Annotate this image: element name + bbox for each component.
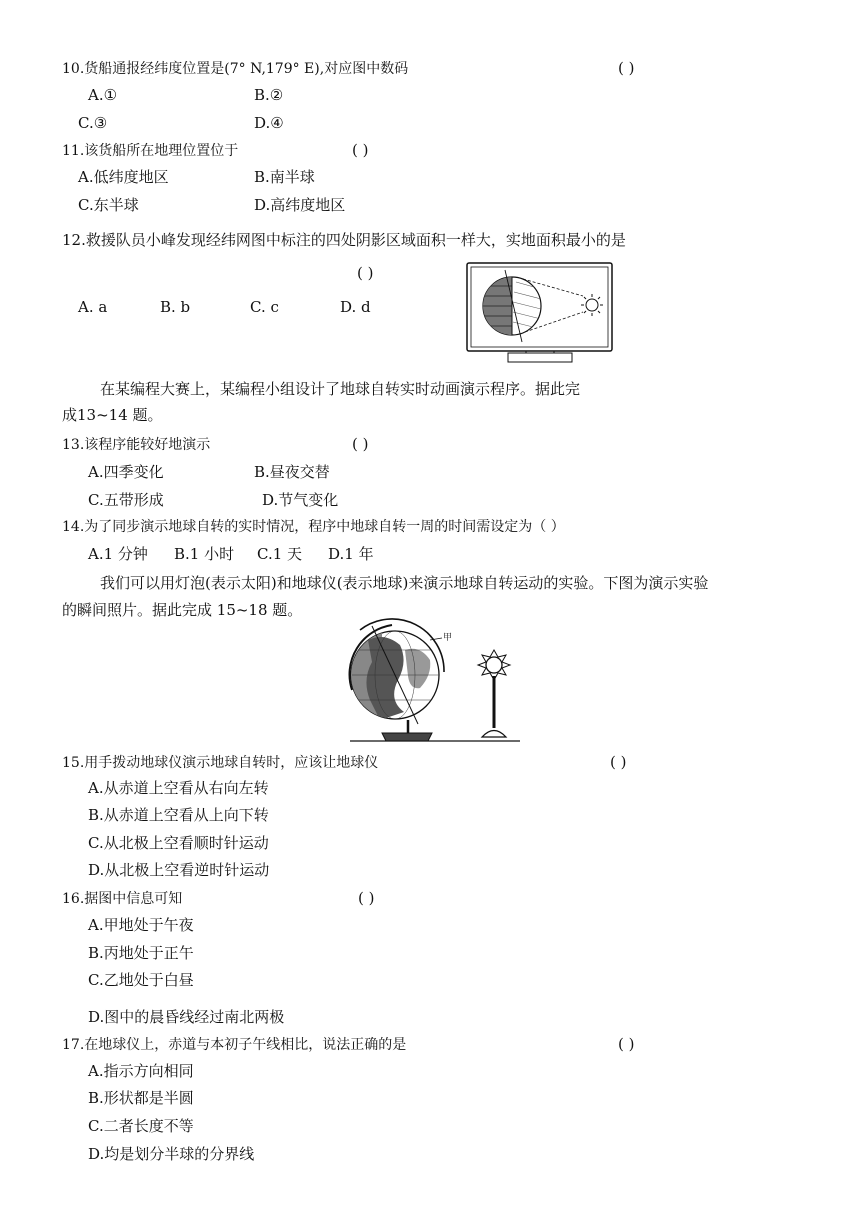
q10-answer-bracket: ( ) xyxy=(618,59,635,77)
q13-option-d: D.节气变化 xyxy=(262,491,339,509)
q15-answer-bracket: ( ) xyxy=(610,753,627,771)
q10-stem: 10.货船通报经纬度位置是(7° N,179° E),对应图中数码 xyxy=(62,61,409,77)
q16-answer-bracket: ( ) xyxy=(358,889,375,907)
q15-stem: 15.用手拨动地球仪演示地球自转时，应该让地球仪 xyxy=(62,755,379,771)
q15-option-b: B.从赤道上空看从上向下转 xyxy=(88,806,269,824)
q12-option-b: B. b xyxy=(160,298,191,316)
q14-option-d: D.1 年 xyxy=(328,545,374,563)
q15-option-c: C.从北极上空看顺时针运动 xyxy=(88,834,269,852)
q16-option-c: C.乙地处于白昼 xyxy=(88,971,194,989)
label-jia: 甲 xyxy=(443,633,453,643)
sun-icon xyxy=(581,294,603,316)
q12-stem: 12.救援队员小峰发现经纬网图中标注的四处阴影区域面积一样大，实地面积最小的是 xyxy=(62,231,626,249)
q12-option-c: C. c xyxy=(250,298,279,316)
q17-stem: 17.在地球仪上，赤道与本初子午线相比，说法正确的是 xyxy=(62,1037,407,1053)
q15-option-d: D.从北极上空看逆时针运动 xyxy=(88,861,270,879)
q11-option-a: A.低纬度地区 xyxy=(78,168,169,186)
q17-option-a: A.指示方向相同 xyxy=(88,1062,194,1080)
q16-option-d: D.图中的晨昏线经过南北两极 xyxy=(88,1008,285,1026)
q11-answer-bracket: ( ) xyxy=(352,141,369,159)
q13-option-a: A.四季变化 xyxy=(88,463,164,481)
earth-globe xyxy=(480,270,545,342)
q11-option-d: D.高纬度地区 xyxy=(254,196,346,214)
q10-option-c: C.③ xyxy=(78,114,108,132)
lamp-sun xyxy=(478,650,510,737)
q12-answer-bracket: ( ) xyxy=(357,264,374,282)
q13-option-b: B.昼夜交替 xyxy=(254,463,330,481)
q10-option-b: B.② xyxy=(254,86,284,104)
q14-stem: 14.为了同步演示地球自转的实时情况，程序中地球自转一周的时间需设定为（ ） xyxy=(62,519,565,535)
q13-answer-bracket: ( ) xyxy=(352,435,369,453)
q13-stem: 13.该程序能较好地演示 xyxy=(62,437,211,453)
q12-option-a: A. a xyxy=(78,298,108,316)
q17-option-c: C.二者长度不等 xyxy=(88,1117,194,1135)
q17-answer-bracket: ( ) xyxy=(618,1035,635,1053)
q11-stem: 11.该货船所在地理位置位于 xyxy=(62,143,239,159)
q12-option-d: D. d xyxy=(340,298,371,316)
globe xyxy=(350,619,444,741)
passage-1-line-2: 成13~14 题。 xyxy=(62,406,163,424)
monitor-frame xyxy=(467,263,612,351)
passage-2-line-1: 我们可以用灯泡(表示太阳)和地球仪(表示地球)来演示地球自转运动的实验。下图为演示实验 xyxy=(100,574,709,592)
passage-1-line-1: 在某编程大赛上，某编程小组设计了地球自转实时动画演示程序。据此完 xyxy=(100,380,581,398)
q14-option-c: C.1 天 xyxy=(257,545,303,563)
q16-option-a: A.甲地处于午夜 xyxy=(88,916,194,934)
q11-option-c: C.东半球 xyxy=(78,196,139,214)
q14-option-a: A.1 分钟 xyxy=(88,545,148,563)
monitor-screen xyxy=(471,267,608,347)
q10-option-d: D.④ xyxy=(254,114,284,132)
q10-option-a: A.① xyxy=(88,86,118,104)
q17-option-d: D.均是划分半球的分界线 xyxy=(88,1145,255,1163)
monitor-stand xyxy=(508,353,572,362)
q15-option-a: A.从赤道上空看从右向左转 xyxy=(88,779,269,797)
q13-option-c: C.五带形成 xyxy=(88,491,164,509)
q14-option-b: B.1 小时 xyxy=(174,545,235,563)
q16-option-b: B.丙地处于正午 xyxy=(88,944,194,962)
q16-stem: 16.据图中信息可知 xyxy=(62,891,183,907)
q11-option-b: B.南半球 xyxy=(254,168,315,186)
passage-2-line-2: 的瞬间照片。据此完成 15~18 题。 xyxy=(62,601,303,619)
q17-option-b: B.形状都是半圆 xyxy=(88,1089,194,1107)
